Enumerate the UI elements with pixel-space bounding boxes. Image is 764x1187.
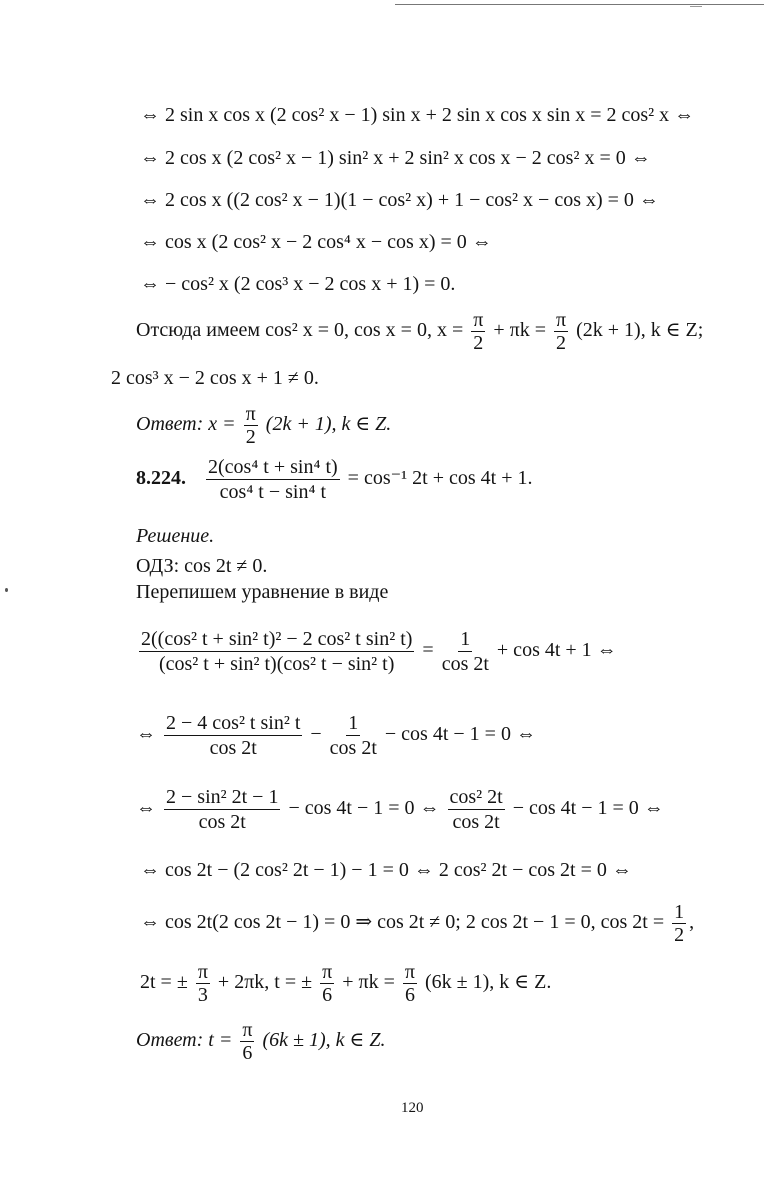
- pi-over-six: $\frac{\pi}{6}$: [322, 961, 333, 1006]
- hence-plus-pik: + πk =: [493, 319, 546, 342]
- equation-line-2: ⇔ 2 cos x (2 cos² x − 1) sin² x + 2 sin² x cos x − 2 cos² x = 0 ⇔: [140, 147, 651, 169]
- equation-step-2: ⇔ $\frac{\text{2 − 4 cos² t sin² t}}{\cos 2t}$ − $\frac{1}{\cos 2t}$ − cos 4t − 1 = 0 ⇔: [136, 712, 536, 759]
- equation-line-1: ⇔ 2 sin x cos x (2 cos² x − 1) sin x + 2 sin x cos x sin x = 2 cos² x ⇔: [140, 104, 695, 126]
- answer-rhs: (2k + 1), k ∈ Z.: [265, 413, 392, 436]
- answer-lhs: x =: [208, 413, 236, 436]
- step3-fraction-a: $\frac{\text{2 − sin² 2t − 1}}{\cos 2t}$: [166, 786, 279, 833]
- step3-fraction-b: $\frac{\text{cos² 2t}}{\cos 2t}$: [449, 786, 503, 833]
- answer-label-2: Ответ:: [136, 1029, 204, 1052]
- odz-line: [136, 554, 267, 578]
- equation-step-6: 2t = ± $\frac{\pi}{3}$ + 2πk, t = ± $\frac{\pi}{6}$ + πk = $\frac{\pi}{6}$ (6k ± 1), k ∈ Z.: [140, 961, 552, 1006]
- answer-1: [136, 404, 391, 447]
- cubic-condition: 2 cos³ x − 2 cos x + 1 ≠ 0.: [111, 367, 319, 389]
- problem-number: 8.224.: [136, 467, 186, 490]
- problem-8-224: [136, 456, 533, 503]
- odz-label: ОДЗ:: [136, 555, 180, 577]
- one-over-cos2t: $\frac{1}{\cos 2t}$: [441, 628, 489, 675]
- margin-speck: [5, 588, 8, 592]
- hence-line: [136, 310, 703, 353]
- odz-condition: cos 2t ≠ 0.: [184, 555, 268, 577]
- problem-lhs-fraction: $\frac{\text{2(cos⁴ t + sin⁴ t)}}{\text{cos⁴ t − sin⁴ t}}$: [208, 456, 338, 503]
- rewrite-text: Перепишем уравнение в виде: [136, 581, 389, 603]
- solution-title: Решение.: [136, 525, 215, 547]
- big-fraction: $\frac{\text{2((cos² t + sin² t)² − 2 cos² t sin² t)}}{\text{(cos² t + sin² t)(cos² t − sin² t)}}$: [141, 628, 413, 675]
- one-half-fraction: $\frac{1}{2}$: [674, 901, 685, 946]
- equation-line-3: ⇔ 2 cos x ((2 cos² x − 1)(1 − cos² x) + 1 − cos² x − cos x) = 0 ⇔: [140, 189, 659, 211]
- answer-2-fraction: $\frac{\pi}{6}$: [242, 1019, 253, 1064]
- equation-line-5: ⇔ − cos² x (2 cos³ x − 2 cos x + 1) = 0.: [140, 273, 456, 295]
- pi-over-six-2: $\frac{\pi}{6}$: [404, 961, 415, 1006]
- equation-line-4: ⇔ cos x (2 cos² x − 2 cos⁴ x − cos x) = 0 ⇔: [140, 231, 492, 253]
- hence-label: Отсюда имеем: [136, 319, 261, 342]
- step2-reciprocal: $\frac{1}{\cos 2t}$: [329, 712, 377, 759]
- equation-step-5: ⇔ cos 2t(2 cos 2t − 1) = 0 ⇒ cos 2t ≠ 0; 2 cos 2t − 1 = 0, cos 2t = $\frac{1}{2}$ ,: [140, 901, 695, 946]
- answer-fraction: $\frac{\pi}{2}$: [245, 403, 256, 448]
- pi-over-two-fraction-2: $\frac{\pi}{2}$: [555, 309, 567, 354]
- answer-2: Ответ: t = $\frac{\pi}{6}$ (6k ± 1), k ∈ Z.: [136, 1019, 386, 1064]
- hence-roots: cos² x = 0, cos x = 0, x =: [265, 319, 464, 342]
- equation-step-3: ⇔ $\frac{\text{2 − sin² 2t − 1}}{\cos 2t}$ − cos 4t − 1 = 0 ⇔ $\frac{\text{cos² 2t}}{\cos 2t}$ − cos 4t − 1 = 0 ⇔: [136, 786, 664, 833]
- hence-result: (2k + 1), k ∈ Z;: [576, 319, 704, 342]
- equation-step-4: ⇔ cos 2t − (2 cos² 2t − 1) − 1 = 0 ⇔ 2 cos² 2t − cos 2t = 0 ⇔: [140, 859, 632, 881]
- header-rule: [395, 4, 764, 5]
- answer-label: Ответ:: [136, 413, 204, 436]
- pi-over-two-fraction: $\frac{\pi}{2}$: [473, 309, 484, 354]
- page-number: 120: [401, 1100, 424, 1116]
- pi-over-three: $\frac{\pi}{3}$: [197, 961, 208, 1006]
- header-mark: [690, 6, 702, 7]
- problem-rhs: = cos⁻¹ 2t + cos 4t + 1.: [347, 467, 533, 490]
- step2-fraction: $\frac{\text{2 − 4 cos² t sin² t}}{\cos 2t}$: [166, 712, 301, 759]
- equation-rewritten: $\frac{\text{2((cos² t + sin² t)² − 2 cos² t sin² t)}}{\text{(cos² t + sin² t)(cos² t − sin² t)}}$ = $\frac{1}{\cos 2t}$ + cos 4t + 1 ⇔: [141, 628, 617, 675]
